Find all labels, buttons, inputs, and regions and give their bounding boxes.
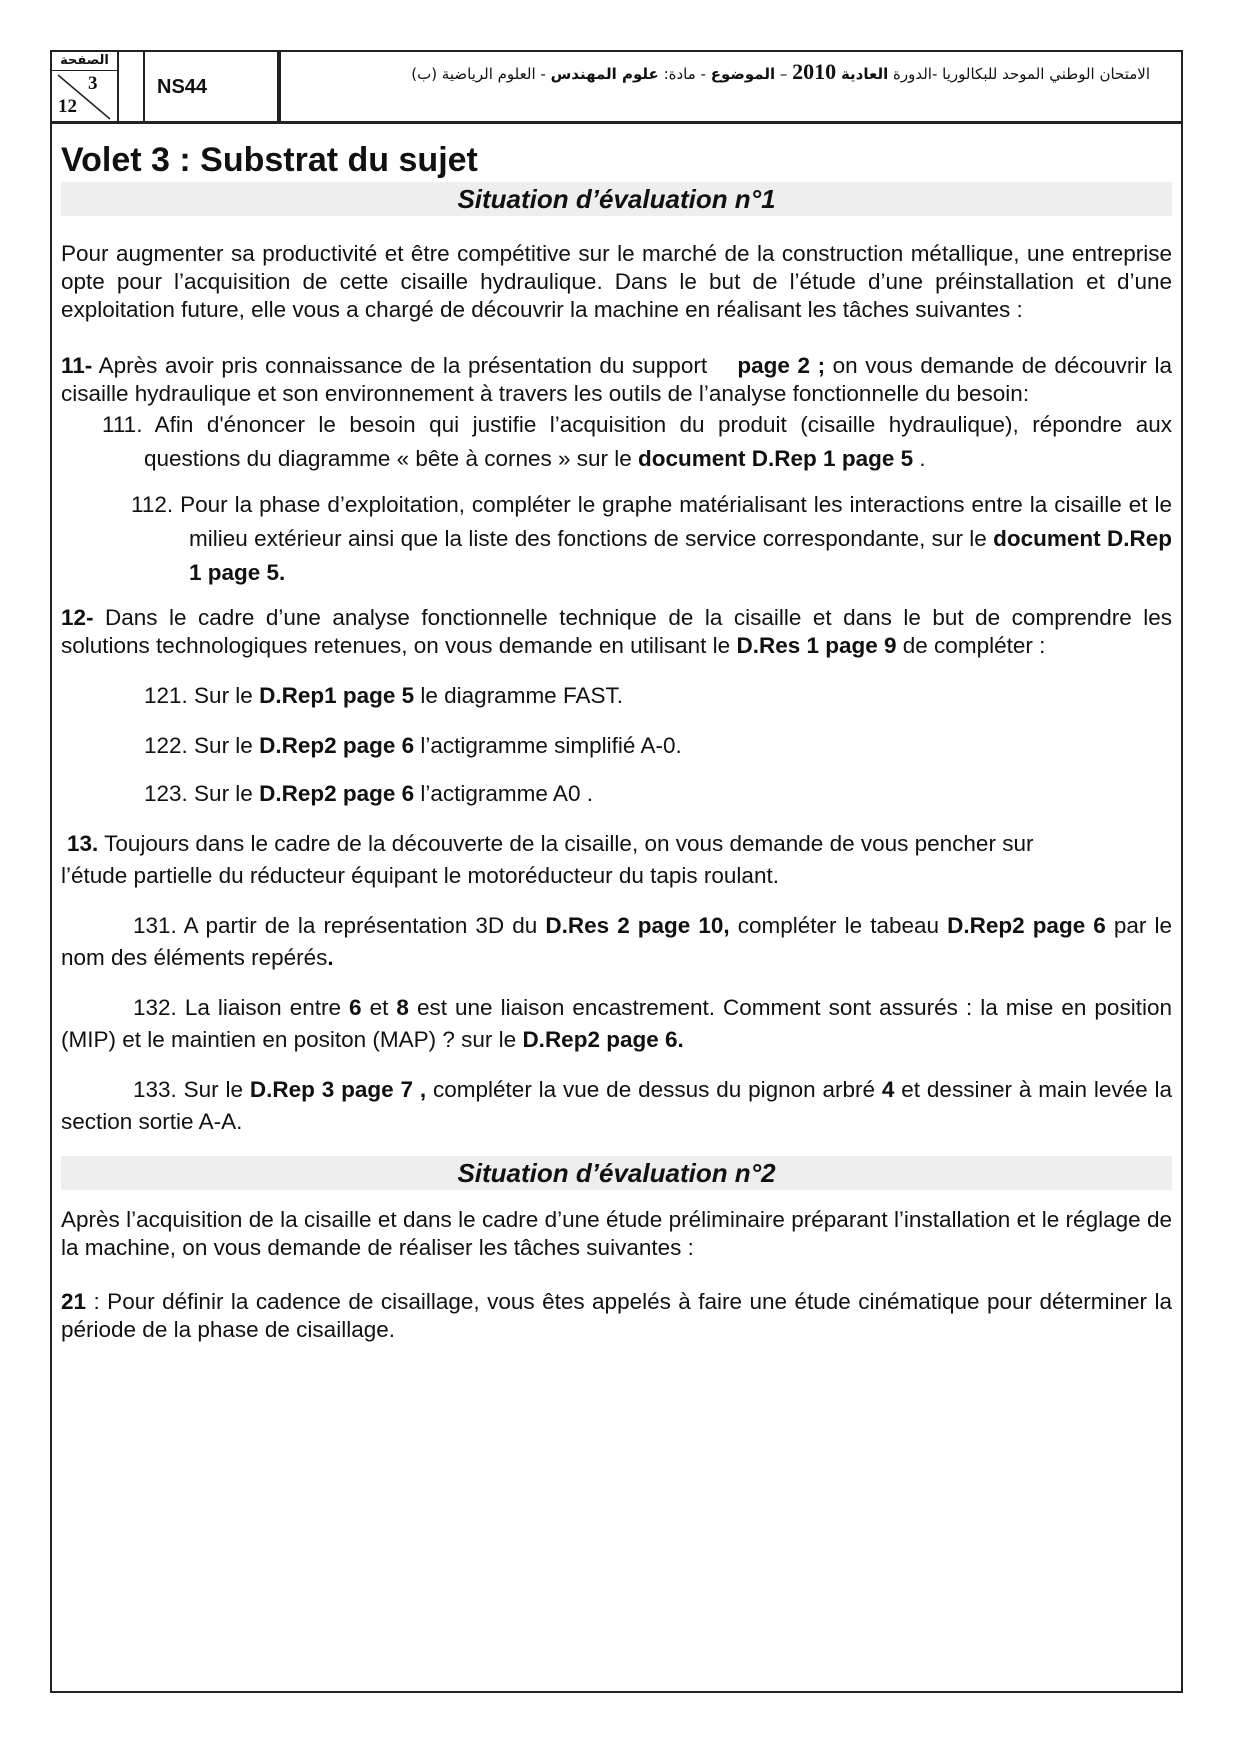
exam-title: الامتحان الوطني الموحد للبكالوريا -الدورة العادية 2010 – الموضوع - مادة: علوم المهندس - العلوم الرياضية (ب) — [411, 59, 1150, 84]
page-frame — [50, 50, 1183, 1693]
question-13-cont: l’étude partielle du réducteur équipant le motoréducteur du tapis roulant. — [61, 863, 779, 888]
exam-year: 2010 — [792, 59, 837, 84]
page-total: 12 — [58, 96, 77, 117]
question-112: 112. Pour la phase d’exploitation, compléter le graphe matérialisant les interactions entre la cisaille et le milieu extérieur ainsi que la liste des fonctions de service correspondante, sur le document D.Rep 1 page 5. — [131, 492, 1172, 585]
question-111: 111. Afin d'énoncer le besoin qui justifie l’acquisition du produit (cisaille hydraulique), répondre aux questions du diagramme « bête à cornes » sur le document D.Rep 1 page 5 . — [102, 412, 1172, 471]
page-number-box — [52, 52, 119, 122]
exam-header — [52, 52, 1181, 124]
page-title: Volet 3 : Substrat du sujet — [61, 141, 478, 179]
question-12: 12- Dans le cadre d’une analyse fonctionnelle technique de la cisaille et dans le but de comprendre les solutions technologiques retenues, on vous demande en utilisant le D.Res 1 page 9 de compléter : — [61, 605, 1172, 658]
page-number: 3 — [88, 73, 98, 94]
question-133: 133. Sur le D.Rep 3 page 7 , compléter la vue de dessus du pignon arbré 4 et dessiner à main levée la section sortie A-A. — [61, 1077, 1172, 1134]
question-121: 121. Sur le D.Rep1 page 5 le diagramme FAST. — [144, 683, 623, 708]
question-122: 122. Sur le D.Rep2 page 6 l’actigramme simplifié A-0. — [144, 733, 682, 758]
page-content — [61, 138, 1172, 1344]
question-132: 132. La liaison entre 6 et 8 est une liaison encastrement. Comment sont assurés : la mise en position (MIP) et le maintien en positon (MAP) ? sur le D.Rep2 page 6. — [61, 995, 1172, 1052]
question-11: 11- Après avoir pris connaissance de la présentation du support page 2 ; on vous demande de découvrir la cisaille hydraulique et son environnement à travers les outils de l’analyse fonctionnelle du besoin: — [61, 353, 1172, 406]
situation-2-heading: Situation d’évaluation n°2 — [61, 1156, 1172, 1190]
question-21: 21 : Pour définir la cadence de cisaillage, vous êtes appelés à faire une étude cinématique pour déterminer la période de la phase de cisaillage. — [61, 1289, 1172, 1342]
question-131: 131. A partir de la représentation 3D du D.Res 2 page 10, compléter le tabeau D.Rep2 page 6 par le nom des éléments repérés. — [61, 913, 1172, 970]
page-label: الصفحة — [52, 52, 117, 71]
question-13: 13. Toujours dans le cadre de la découverte de la cisaille, on vous demande de vous pencher sur — [67, 831, 1034, 856]
question-123: 123. Sur le D.Rep2 page 6 l’actigramme A0 . — [144, 781, 593, 806]
situation-1-heading: Situation d’évaluation n°1 — [61, 182, 1172, 216]
situation-2-intro: Après l’acquisition de la cisaille et dans le cadre d’une étude préliminaire préparant l’installation et le réglage de la machine, on vous demande de réaliser les tâches suivantes : — [61, 1207, 1172, 1260]
situation-1-intro: Pour augmenter sa productivité et être compétitive sur le marché de la construction métallique, une entreprise opte pour l’acquisition de cette cisaille hydraulique. Dans le but de l’étude d’une préinstallation et d’une exploitation future, elle vous a chargé de découvrir la machine en réalisant les tâches suivantes : — [61, 241, 1172, 322]
exam-code: NS44 — [143, 52, 281, 122]
